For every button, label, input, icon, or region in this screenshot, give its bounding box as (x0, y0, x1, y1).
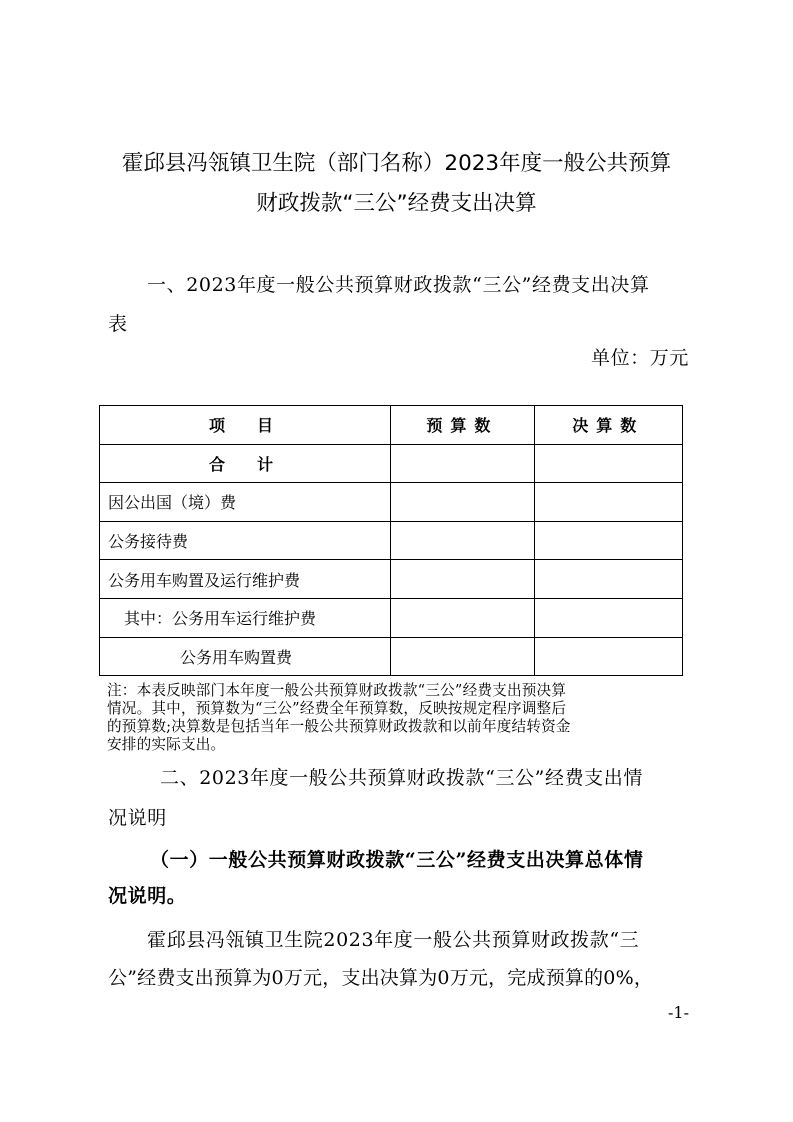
subsection1-heading: （一）一般公共预算财政拨款“三公”经费支出决算总体情 (150, 849, 644, 871)
table-note-line: 注：本表反映部门本年度一般公共预算财政拨款“三公”经费支出预决算 (107, 682, 567, 699)
row-budget (391, 598, 534, 637)
row-budget (391, 483, 534, 522)
section2-heading: 二、2023年度一般公共预算财政拨款“三公”经费支出情 (160, 767, 643, 789)
row-budget (391, 560, 534, 599)
row-label: 公务接待费 (100, 521, 391, 560)
three-public-expenses-table (99, 405, 683, 676)
section1-heading: 一、2023年度一般公共预算财政拨款“三公”经费支出决算 (147, 274, 650, 296)
header-budget: 预算数 (391, 406, 534, 445)
table-row (100, 637, 683, 676)
row-final (534, 560, 682, 599)
paragraph-line: 霍邱县冯瓴镇卫生院2023年度一般公共预算财政拨款“三 (147, 929, 640, 951)
table-row (100, 598, 683, 637)
table-row (100, 560, 683, 599)
row-label: 公务用车购置及运行维护费 (100, 560, 391, 599)
paragraph-line: 公”经费支出预算为0万元，支出决算为0万元，完成预算的0%， (108, 967, 654, 989)
header-final: 决算数 (534, 406, 682, 445)
row-label: 公务用车购置费 (100, 637, 391, 676)
unit-label: 单位：万元 (590, 347, 689, 369)
table-note-line: 情况。其中，预算数为“三公”经费全年预算数，反映按规定程序调整后 (107, 700, 567, 717)
table-row (100, 521, 683, 560)
table-header-row (100, 406, 683, 445)
doc-title-line2: 财政拨款“三公”经费支出决算 (256, 191, 537, 216)
row-label: 因公出国（境）费 (100, 483, 391, 522)
table-note-line: 的预算数;决算数是包括当年一般公共预算财政拨款和以前年度结转资金 (107, 718, 571, 735)
table-row (100, 483, 683, 522)
row-final (534, 637, 682, 676)
row-final (534, 598, 682, 637)
row-budget (391, 521, 534, 560)
doc-title-line1: 霍邱县冯瓴镇卫生院（部门名称）2023年度一般公共预算 (121, 151, 672, 176)
page-number: -1- (668, 1003, 689, 1022)
row-budget (391, 637, 534, 676)
row-label: 其中：公务用车运行维护费 (100, 598, 391, 637)
row-final (534, 444, 682, 483)
section1-heading-cont: 表 (108, 313, 128, 335)
row-final (534, 521, 682, 560)
row-label: 合 计 (100, 444, 391, 483)
row-budget (391, 444, 534, 483)
header-item: 项 目 (100, 406, 391, 445)
row-final (534, 483, 682, 522)
table-row-total (100, 444, 683, 483)
subsection1-heading-cont: 况说明。 (108, 885, 187, 907)
table-note-line: 安排的实际支出。 (107, 736, 226, 753)
section2-heading-cont: 况说明 (108, 807, 167, 829)
